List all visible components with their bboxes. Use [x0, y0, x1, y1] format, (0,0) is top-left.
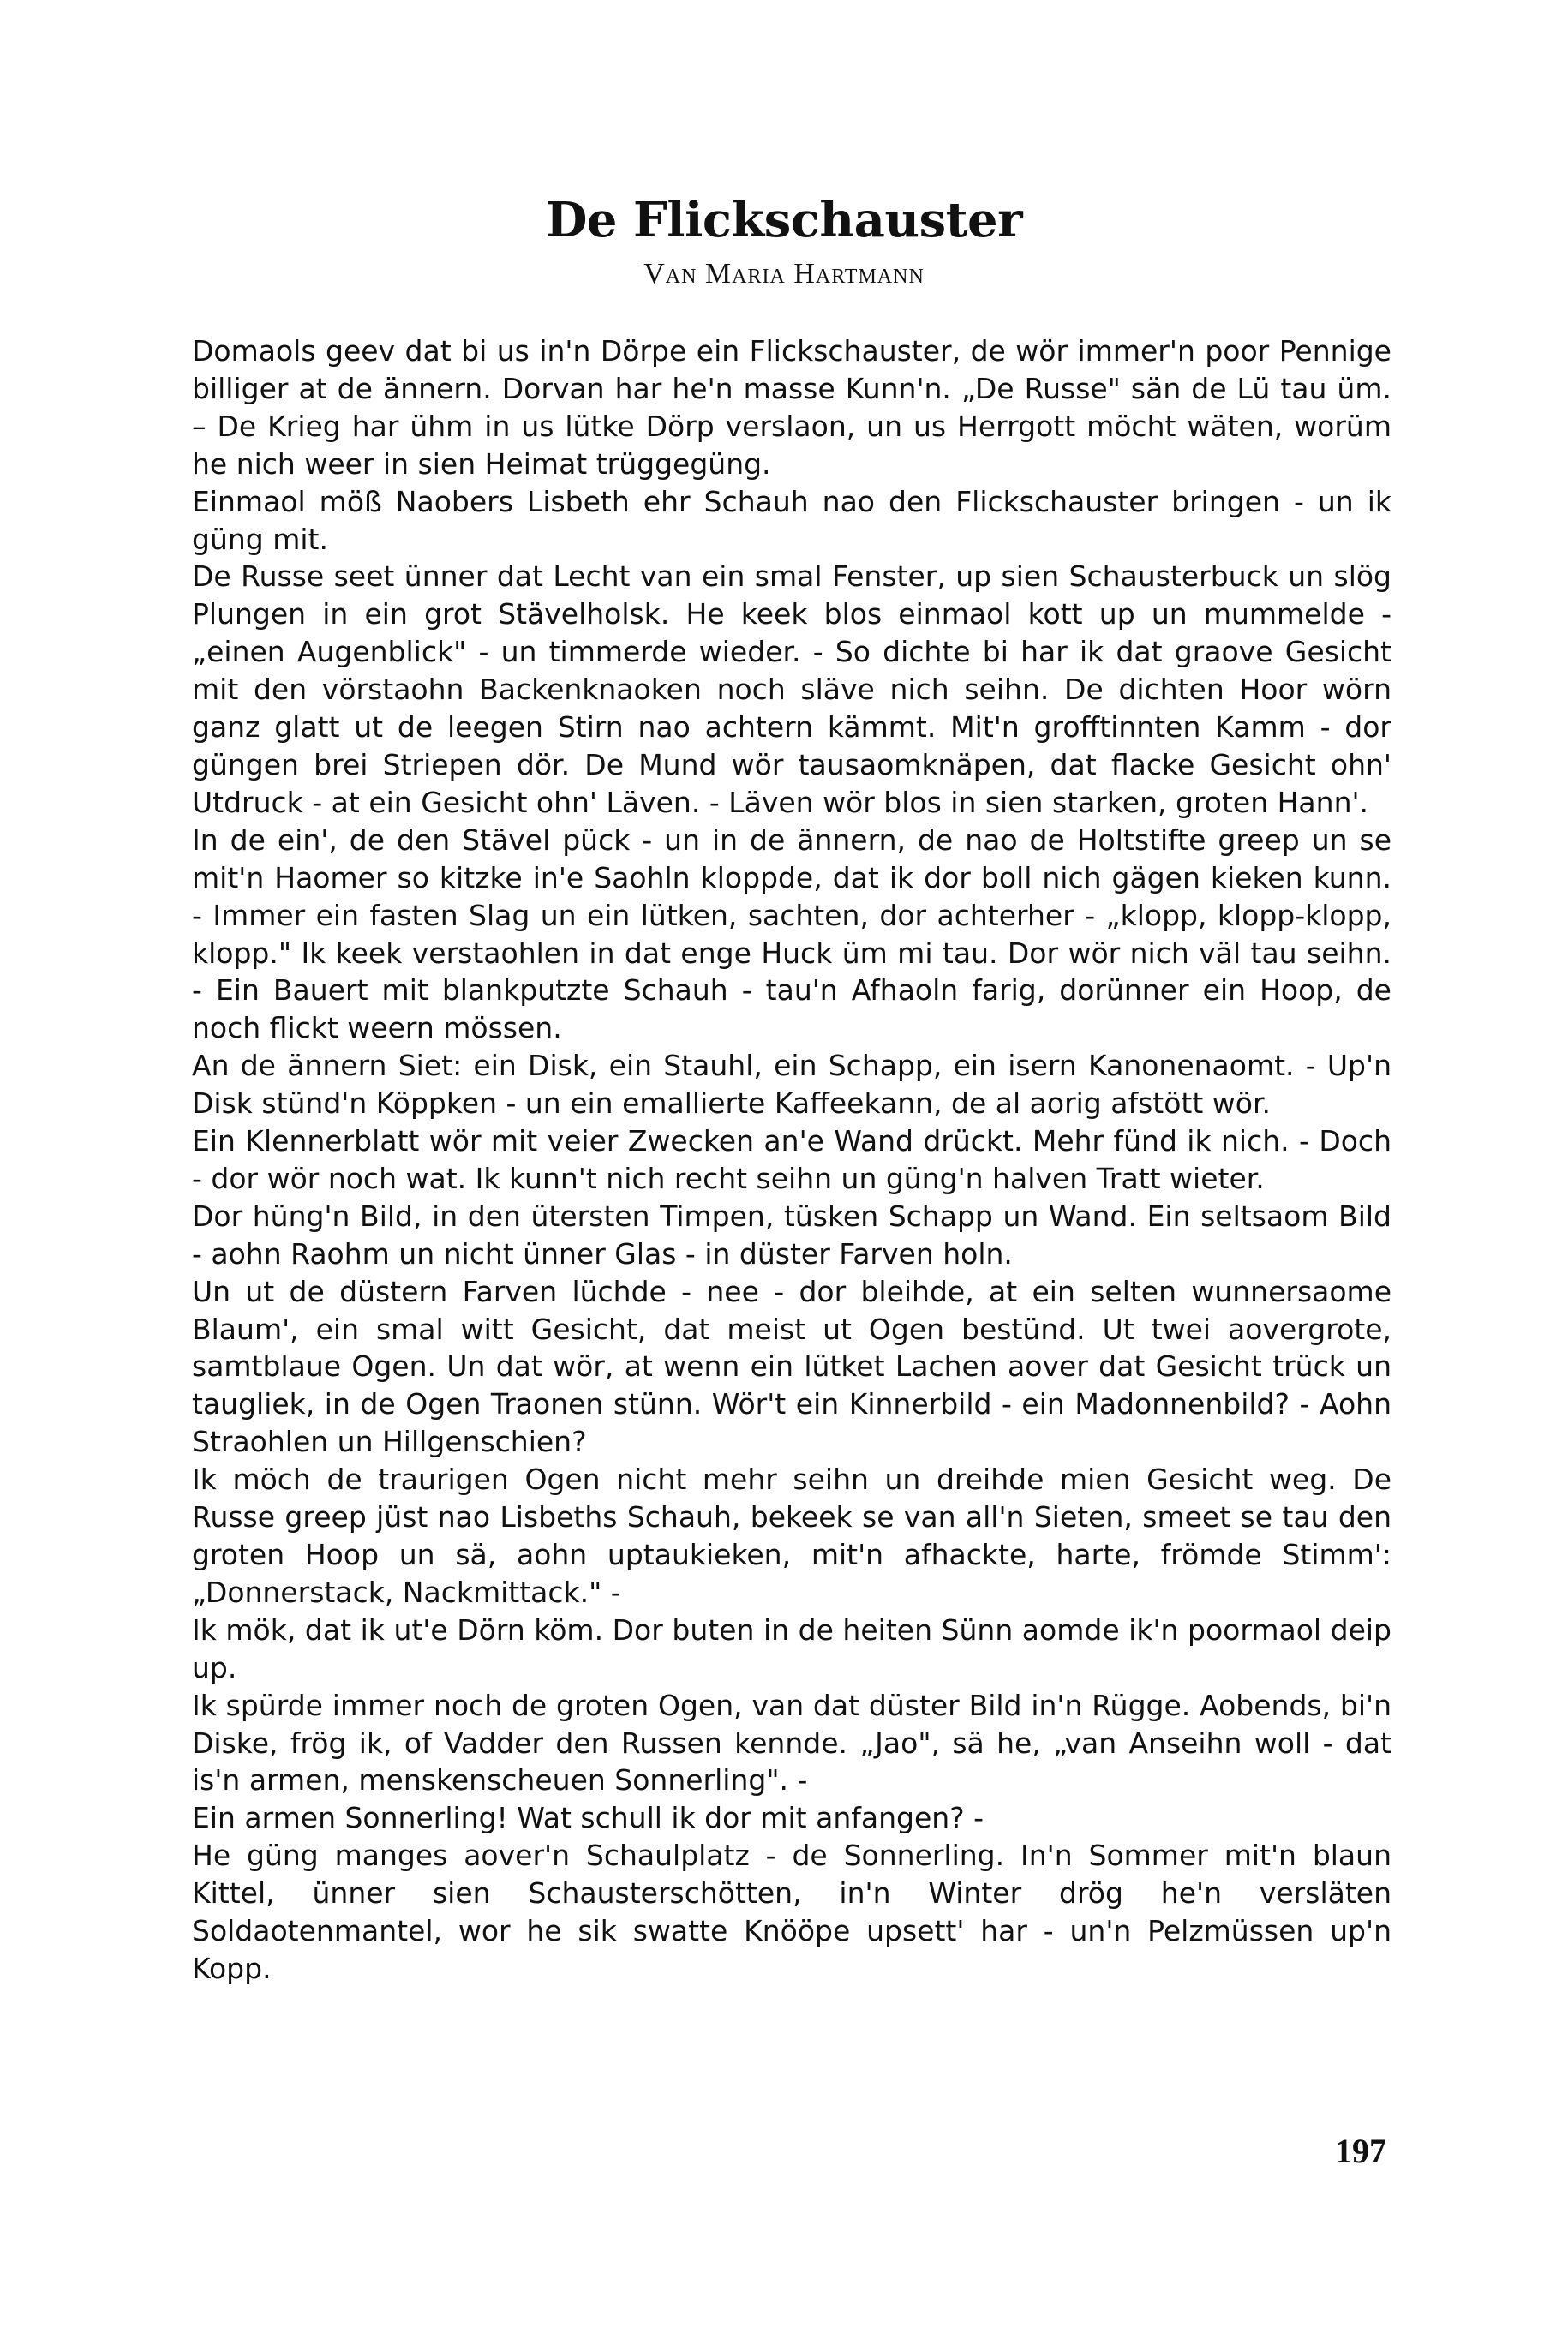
paragraph: Einmaol möß Naobers Lisbeth ehr Schauh nao den Flickschauster bringen - un ik güng mit.: [192, 484, 1391, 556]
paragraph: Ik mök, dat ik ut'e Dörn köm. Dor buten in de heiten Sünn aomde ik'n poormaol deip up.: [192, 1612, 1391, 1684]
paragraph: De Russe seet ünner dat Lecht van ein smal Fenster, up sien Schausterbuck un slög Plungen in ein grot Stävelholsk. He keek blos einmaol kott up un mummelde - „einen Augenblick" - un timmerde wieder. - So dichte bi har ik dat graove Gesicht mit den vörstaohn Backenknaoken noch släve nich seihn. De dichten Hoor wörn ganz glatt ut de leegen Stirn nao achtern kämmt. Mit'n grofftinnten Kamm - dor güngen brei Striepen dör. De Mund wör tausaomknäpen, dat flacke Gesicht ohn' Utdruck - at ein Gesicht ohn' Läven. - Läven wör blos in sien starken, groten Hann'.: [192, 559, 1391, 819]
paragraph: Ein armen Sonnerling! Wat schull ik dor mit anfangen? -: [192, 1801, 984, 1835]
story-body: [192, 332, 1391, 1988]
page-number: 197: [1335, 2132, 1386, 2170]
paragraph: Un ut de düstern Farven lüchde - nee - dor bleihde, at ein selten wunnersaome Blaum', ein smal witt Gesicht, dat meist ut Ogen bestünd. Ut twei aovergrote, samtblaue Ogen. Un dat wör, at wenn ein lütket Lachen aover dat Gesicht trück un taugliek, in de Ogen Traonen stünn. Wör't ein Kinnerbild - ein Madonnenbild? - Aohn Straohlen un Hillgenschien?: [192, 1274, 1391, 1459]
paragraph: Dor hüng'n Bild, in den ütersten Timpen, tüsken Schapp un Wand. Ein seltsaom Bild - aohn Raohm un nicht ünner Glas - in düster Farven holn.: [192, 1199, 1391, 1271]
paragraph: Domaols geev dat bi us in'n Dörpe ein Flickschauster, de wör immer'n poor Pennige billiger at de ännern. Dorvan har he'n masse Kunn'n. „De Russe" sän de Lü tau üm. – De Krieg har ühm in us lütke Dörp verslaon, un us Herrgott möcht wäten, worüm he nich weer in sien Heimat trüggegüng.: [192, 334, 1391, 481]
author-byline: Van Maria Hartmann: [643, 258, 925, 290]
paragraph: Ein Klennerblatt wör mit veier Zwecken an'e Wand drückt. Mehr fünd ik nich. - Doch - dor wör noch wat. Ik kunn't nich recht seihn un güng'n halven Tratt wieter.: [192, 1124, 1391, 1195]
paragraph: Ik spürde immer noch de groten Ogen, van dat düster Bild in'n Rügge. Aobends, bi'n Diske, frög ik, of Vadder den Russen kennde. „Jao", sä he, „van Anseihn woll - dat is'n armen, menskenscheuen Sonnerling". -: [192, 1688, 1391, 1798]
paragraph: Ik möch de traurigen Ogen nicht mehr seihn un dreihde mien Gesicht weg. De Russe greep jüst nao Lisbeths Schauh, bekeek se van all'n Sieten, smeet se tau den groten Hoop un sä, aohn uptaukieken, mit'n afhackte, harte, frömde Stimm': „Donnerstack, Nackmittack." -: [192, 1463, 1391, 1609]
story-title: De Flickschauster: [545, 192, 1023, 248]
paragraph: An de ännern Siet: ein Disk, ein Stauhl, ein Schapp, ein isern Kanonenaomt. - Up'n Disk stünd'n Köppken - un ein emallierte Kaffeekann, de al aorig afstött wör.: [192, 1049, 1391, 1121]
paragraph: He güng manges aover'n Schaulplatz - de Sonnerling. In'n Sommer mit'n blaun Kittel, ünner sien Schausterschötten, in'n Winter drög he'n versläten Soldaotenmantel, wor he sik swatte Knööpe upsett' har - un'n Pelzmüssen up'n Kopp.: [192, 1839, 1391, 1985]
paragraph: In de ein', de den Stävel pück - un in de ännern, de nao de Holtstifte greep un se mit'n Haomer so kitzke in'e Saohln kloppde, dat ik dor boll nich gägen kieken kunn. - Immer ein fasten Slag un ein lütken, sachten, dor achterher - „klopp, klopp-klopp, klopp." Ik keek verstaohlen in dat enge Huck üm mi tau. Dor wör nich väl tau seihn. - Ein Bauert mit blankputzte Schauh - tau'n Afhaoln farig, dorünner ein Hoop, de noch flickt weern mössen.: [192, 823, 1391, 1045]
